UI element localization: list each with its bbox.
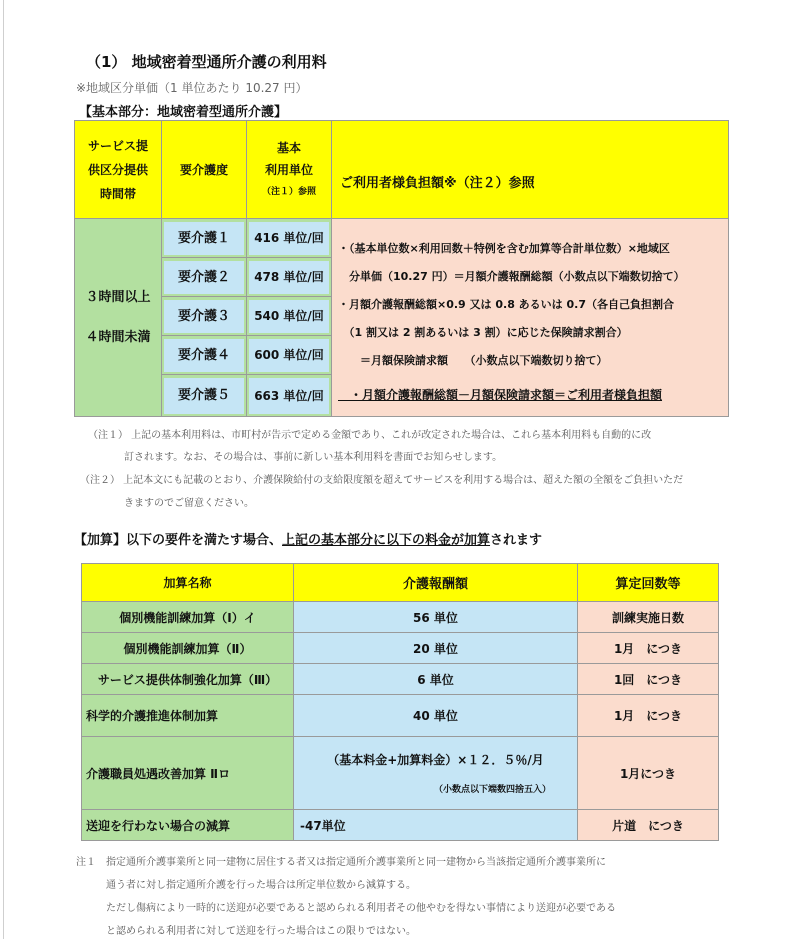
addition-name-cell: 個別機能訓練加算（Ⅱ）: [82, 633, 294, 664]
header-care-level: 要介護度: [162, 121, 247, 219]
header-time-band: サービス提 供区分提供 時間帯: [75, 121, 162, 219]
addition-count-cell: 1月につき: [578, 737, 719, 810]
section-header: 【基本部分：地域密着型通所介護】: [79, 105, 288, 120]
care-level-cell: 要介護２: [162, 258, 247, 297]
addition-fee-cell: -47単位: [294, 810, 578, 841]
addition-name-cell: 個別機能訓練加算（Ⅰ）イ: [82, 602, 294, 633]
care-level-cell: 要介護５: [162, 375, 247, 417]
units-cell: 540 単位/回: [247, 297, 332, 336]
note-3-line-4: と認められる利用者に対して送迎を行った場合はこの限りではない。: [106, 926, 416, 937]
addition-count-cell: 訓練実施日数: [578, 602, 719, 633]
header-fee: 介護報酬額: [294, 564, 578, 602]
addition-fee-cell: 20 単位: [294, 633, 578, 664]
units-cell: 416 単位/回: [247, 219, 332, 258]
addition-count-cell: 1回 につき: [578, 664, 719, 695]
header-addition-name: 加算名称: [82, 564, 294, 602]
header-base-units: 基本 利用単位 （注１）参照: [247, 121, 332, 219]
addition-count-cell: 1月 につき: [578, 633, 719, 664]
addition-fee-cell: 6 単位: [294, 664, 578, 695]
note-1-line-1: （注１） 上記の基本利用料は、市町村が告示で定める金額であり、これが改定された場合は、これら基本利用料も自動的に改: [88, 430, 652, 441]
header-user-charge: ご利用者様負担額※（注２）参照: [332, 121, 729, 219]
note-2-line-2: きますのでご留意ください。: [124, 498, 254, 509]
time-band-cell: ３時間以上 ４時間未満: [75, 219, 162, 417]
addition-fee-cell: （基本料金+加算料金）×１２．５％/月 （小数点以下端数四捨五入）: [294, 737, 578, 810]
note-3-line-3: ただし傷病により一時的に送迎が必要であると認められる利用者その他やむを得ない事情により送迎が必要である: [106, 903, 616, 914]
user-charge-description: ・（基本単位数×利用回数＋特例を含む加算等合計単位数）×地域区 分単価（10.27 円）＝月額介護報酬総額（小数点以下端数切捨て） ・月額介護報酬総額×0.9 又は 0.8 あるいは 0.7（各自己負担割合 （1 割又は 2 割あるいは 3 割）に応じた保険請求割合） ＝月額保険請求額 （小数点以下端数切り捨て） ・月額介護報酬総額－月額保険請求額＝ご利用者様負担額: [332, 219, 729, 417]
addition-name-cell: 介護職員処遇改善加算 Ⅱロ: [82, 737, 294, 810]
note-3-line-1: 注１ 指定通所介護事業所と同一建物に居住する者又は指定通所介護事業所と同一建物から当該指定通所介護事業所に: [76, 857, 606, 868]
kasan-heading: 【加算】以下の要件を満たす場合、上記の基本部分に以下の料金が加算されます: [74, 533, 543, 548]
care-level-cell: 要介護４: [162, 336, 247, 375]
basic-fee-table: [74, 120, 729, 417]
care-level-cell: 要介護３: [162, 297, 247, 336]
note-2-line-1: （注２） 上記本文にも記載のとおり、介護保険給付の支給限度額を超えてサービスを利用する場合は、超えた額の全額をご負担いただ: [80, 475, 684, 486]
addition-count-cell: 1月 につき: [578, 695, 719, 737]
header-count: 算定回数等: [578, 564, 719, 602]
units-cell: 600 単位/回: [247, 336, 332, 375]
note-3-line-2: 通う者に対し指定通所介護を行った場合は所定単位数から減算する。: [106, 880, 416, 891]
page-title: （1） 地域密着型通所介護の利用料: [86, 53, 327, 71]
addition-fee-cell: 56 単位: [294, 602, 578, 633]
addition-count-cell: 片道 につき: [578, 810, 719, 841]
addition-table: [81, 563, 719, 841]
addition-name-cell: 送迎を行わない場合の減算: [82, 810, 294, 841]
unit-price-note: ※地域区分単価（1 単位あたり 10.27 円）: [76, 81, 308, 95]
note-1-line-2: 訂されます。なお、その場合は、事前に新しい基本利用料を書面でお知らせします。: [124, 452, 503, 463]
addition-fee-cell: 40 単位: [294, 695, 578, 737]
units-cell: 663 単位/回: [247, 375, 332, 417]
units-cell: 478 単位/回: [247, 258, 332, 297]
care-level-cell: 要介護１: [162, 219, 247, 258]
addition-name-cell: サービス提供体制強化加算（Ⅲ）: [82, 664, 294, 695]
page-edge-line: [3, 0, 4, 939]
addition-name-cell: 科学的介護推進体制加算: [82, 695, 294, 737]
